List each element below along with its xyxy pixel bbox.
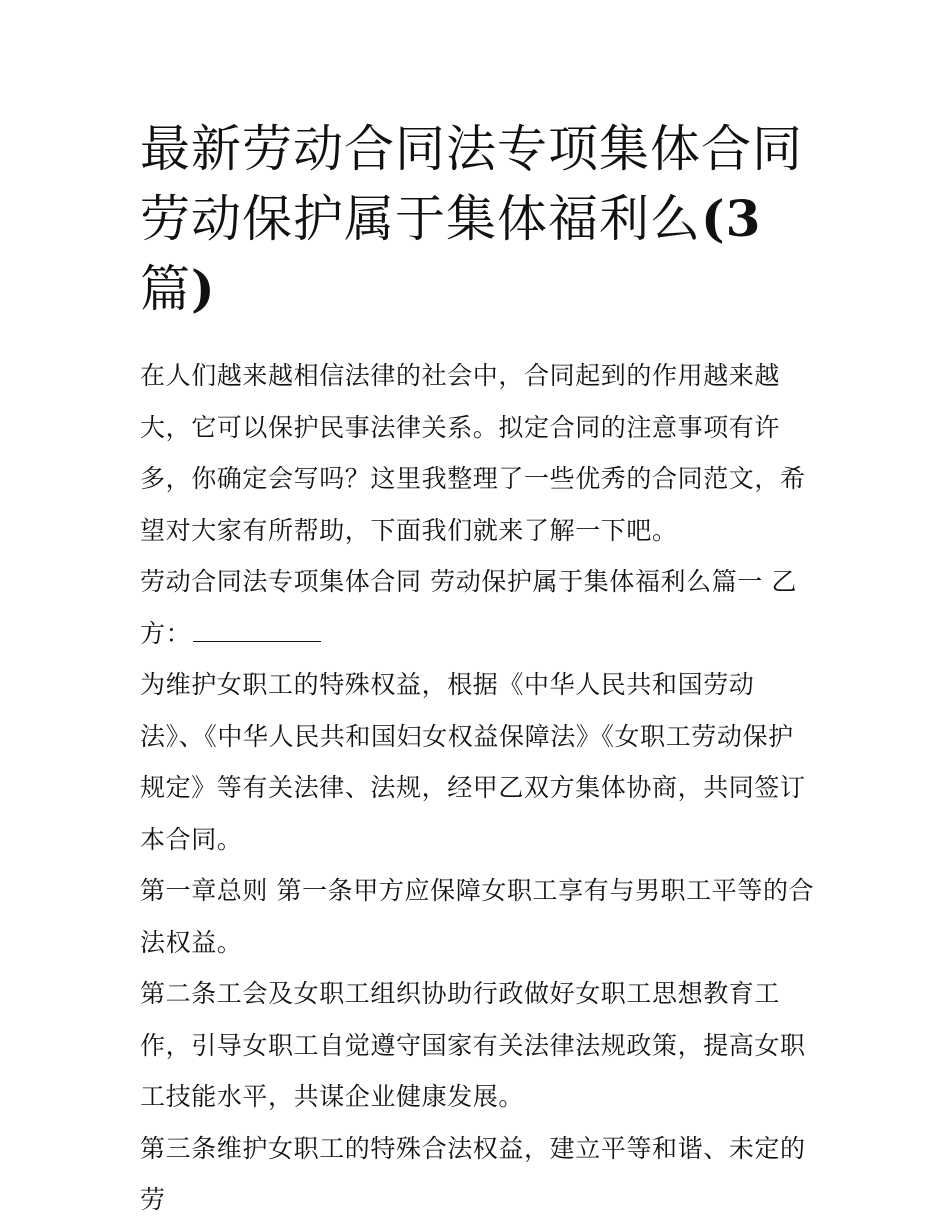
section-heading-text: 劳动合同法专项集体合同 劳动保护属于集体福利么篇一 乙方： — [140, 567, 798, 648]
article-2-paragraph: 第二条工会及女职工组织协助行政做好女职工思想教育工作，引导女职工自觉遵守国家有关法律法规政策，提高女职工技能水平，共谋企业健康发展。 — [140, 979, 806, 1111]
preamble-paragraph: 为维护女职工的特殊权益，根据《中华人民共和国劳动法》、《中华人民共和国妇女权益保障法》《女职工劳动保护规定》等有关法律、法规，经甲乙双方集体协商，共同签订本合同。 — [140, 670, 806, 854]
document-page — [140, 114, 816, 1226]
article-3-paragraph: 第三条维护女职工的特殊合法权益，建立平等和谐、未定的劳 — [140, 1133, 806, 1214]
blank-line — [193, 640, 321, 642]
intro-paragraph: 在人们越来越相信法律的社会中，合同起到的作用越来越大，它可以保护民事法律关系。拟定合同的注意事项有许多，你确定会写吗？这里我整理了一些优秀的合同范文，希望对大家有所帮助，下面我们就来了解一下吧。 — [140, 361, 806, 545]
section-heading-paragraph — [140, 556, 816, 659]
article-1-paragraph: 第一章总则 第一条甲方应保障女职工享有与男职工平等的合法权益。 — [140, 876, 815, 957]
document-title: 最新劳动合同法专项集体合同劳动保护属于集体福利么(3篇) — [140, 120, 803, 318]
